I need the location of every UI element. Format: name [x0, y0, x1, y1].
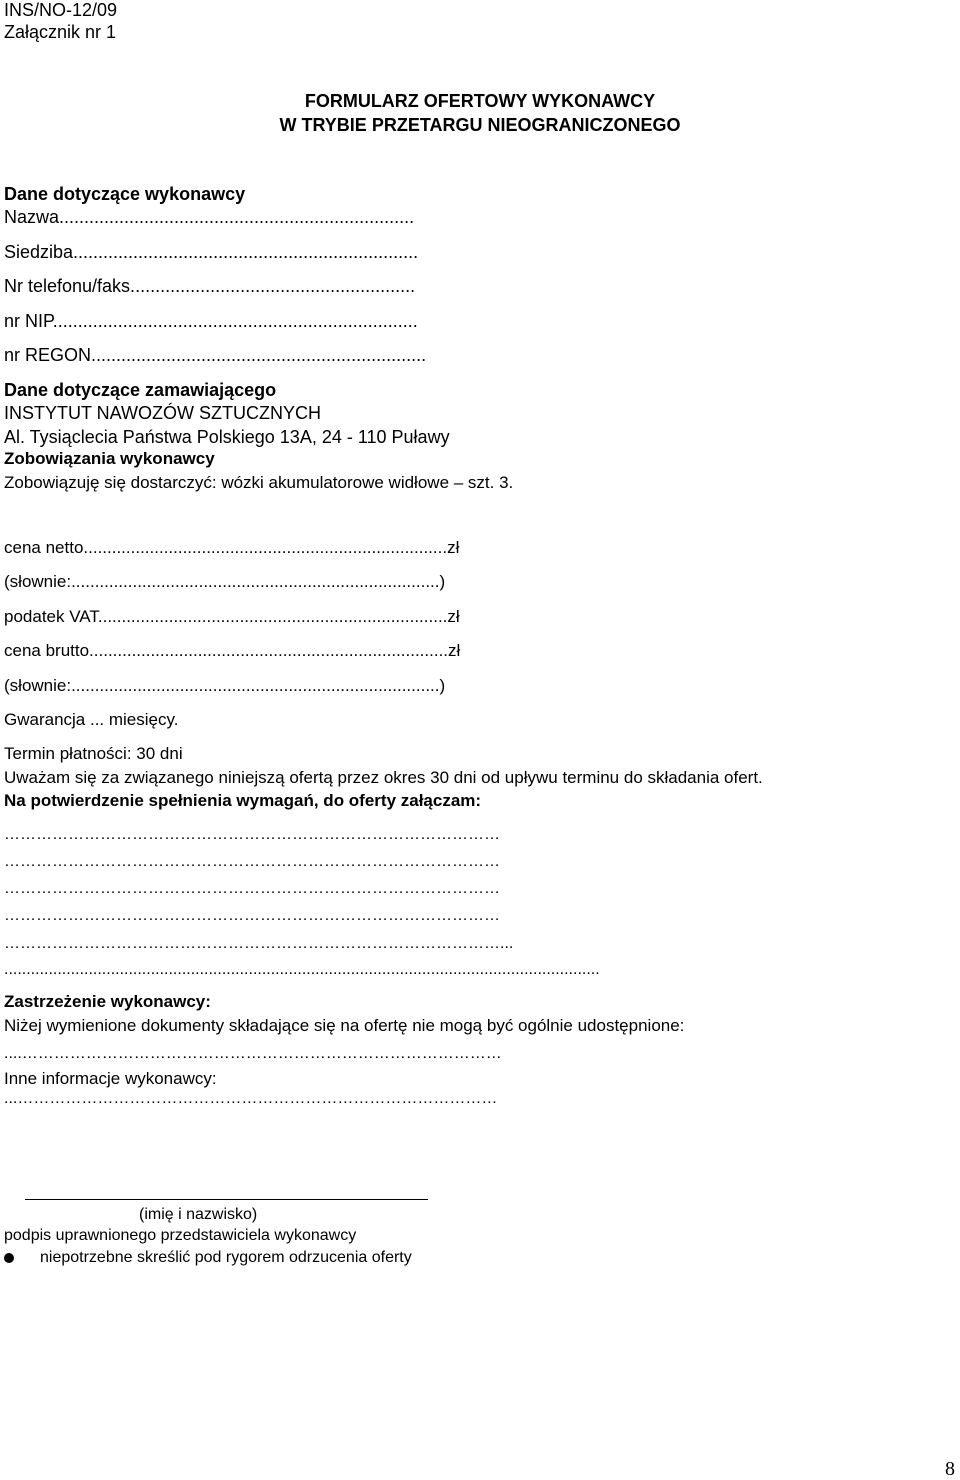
form-title-line1: FORMULARZ OFERTOWY WYKONAWCY: [304, 91, 656, 111]
client-address: Al. Tysiąclecia Państwa Polskiego 13A, 24 - 110 Puławy: [4, 427, 450, 447]
reservation-line: ....………………………………………………………………………………: [4, 1045, 502, 1062]
contractor-regon-field: nr REGON...................................................................: [4, 345, 427, 365]
gross-price-words-field: (słownie:..............................................................................): [4, 676, 446, 695]
attachment-line: …………………………………………………………………………………: [4, 907, 500, 924]
page-number: 8: [945, 1458, 955, 1480]
attachment-line: ......................................................................................................................................: [4, 961, 600, 978]
form-title-line2: W TRYBIE PRZETARGU NIEOGRANICZONEGO: [279, 115, 681, 135]
contractor-heading: Dane dotyczące wykonawcy: [4, 184, 246, 204]
reservation-heading: Zastrzeżenie wykonawcy:: [4, 992, 211, 1011]
attachment-line: …………………………………………………………………………………...: [4, 935, 514, 952]
bullet-icon: [4, 1253, 14, 1263]
signature-line: [25, 1199, 428, 1200]
attachment-line: …………………………………………………………………………………: [4, 826, 500, 843]
net-price-field: cena netto.............................................................................zł: [4, 538, 460, 557]
vat-field: podatek VAT..........................................................................zł: [4, 607, 460, 626]
warranty-field: Gwarancja ... miesięcy.: [4, 710, 179, 729]
offer-validity-statement: Uważam się za związanego niniejszą ofertą przez okres 30 dni od upływu terminu do składania ofert.: [4, 768, 763, 787]
contractor-name-field: Nazwa.......................................................................: [4, 207, 415, 227]
gross-price-field: cena brutto............................................................................zł: [4, 641, 461, 660]
attachment-line: …………………………………………………………………………………: [4, 853, 500, 870]
signature-name-label: (imię i nazwisko): [139, 1206, 258, 1223]
signature-role-label: podpis uprawnionego przedstawiciela wykonawcy: [4, 1227, 357, 1244]
net-price-words-field: (słownie:..............................................................................): [4, 572, 446, 591]
obligations-text: Zobowiązuję się dostarczyć: wózki akumulatorowe widłowe – szt. 3.: [4, 473, 514, 492]
payment-term: Termin płatności: 30 dni: [4, 744, 183, 763]
attachment-label: Załącznik nr 1: [4, 22, 117, 42]
other-info-heading: Inne informacje wykonawcy:: [4, 1069, 217, 1088]
document-reference: INS/NO-12/09: [4, 0, 118, 20]
contractor-phone-field: Nr telefonu/faks.........................................................: [4, 276, 416, 296]
reservation-text: Niżej wymienione dokumenty składające się na ofertę nie mogą być ogólnie udostępnione:: [4, 1016, 685, 1035]
strike-note: niepotrzebne skreślić pod rygorem odrzucenia oferty: [40, 1249, 412, 1266]
client-heading: Dane dotyczące zamawiającego: [4, 380, 277, 400]
contractor-seat-field: Siedziba.....................................................................: [4, 242, 419, 262]
contractor-nip-field: nr NIP.........................................................................: [4, 311, 418, 331]
attachments-heading: Na potwierdzenie spełnienia wymagań, do oferty załączam:: [4, 791, 482, 810]
attachment-line: …………………………………………………………………………………: [4, 880, 500, 897]
obligations-heading: Zobowiązania wykonawcy: [4, 449, 215, 468]
client-name: INSTYTUT NAWOZÓW SZTUCZNYCH: [4, 403, 321, 423]
other-info-line: ...………………………………………………………………………………: [4, 1090, 498, 1107]
